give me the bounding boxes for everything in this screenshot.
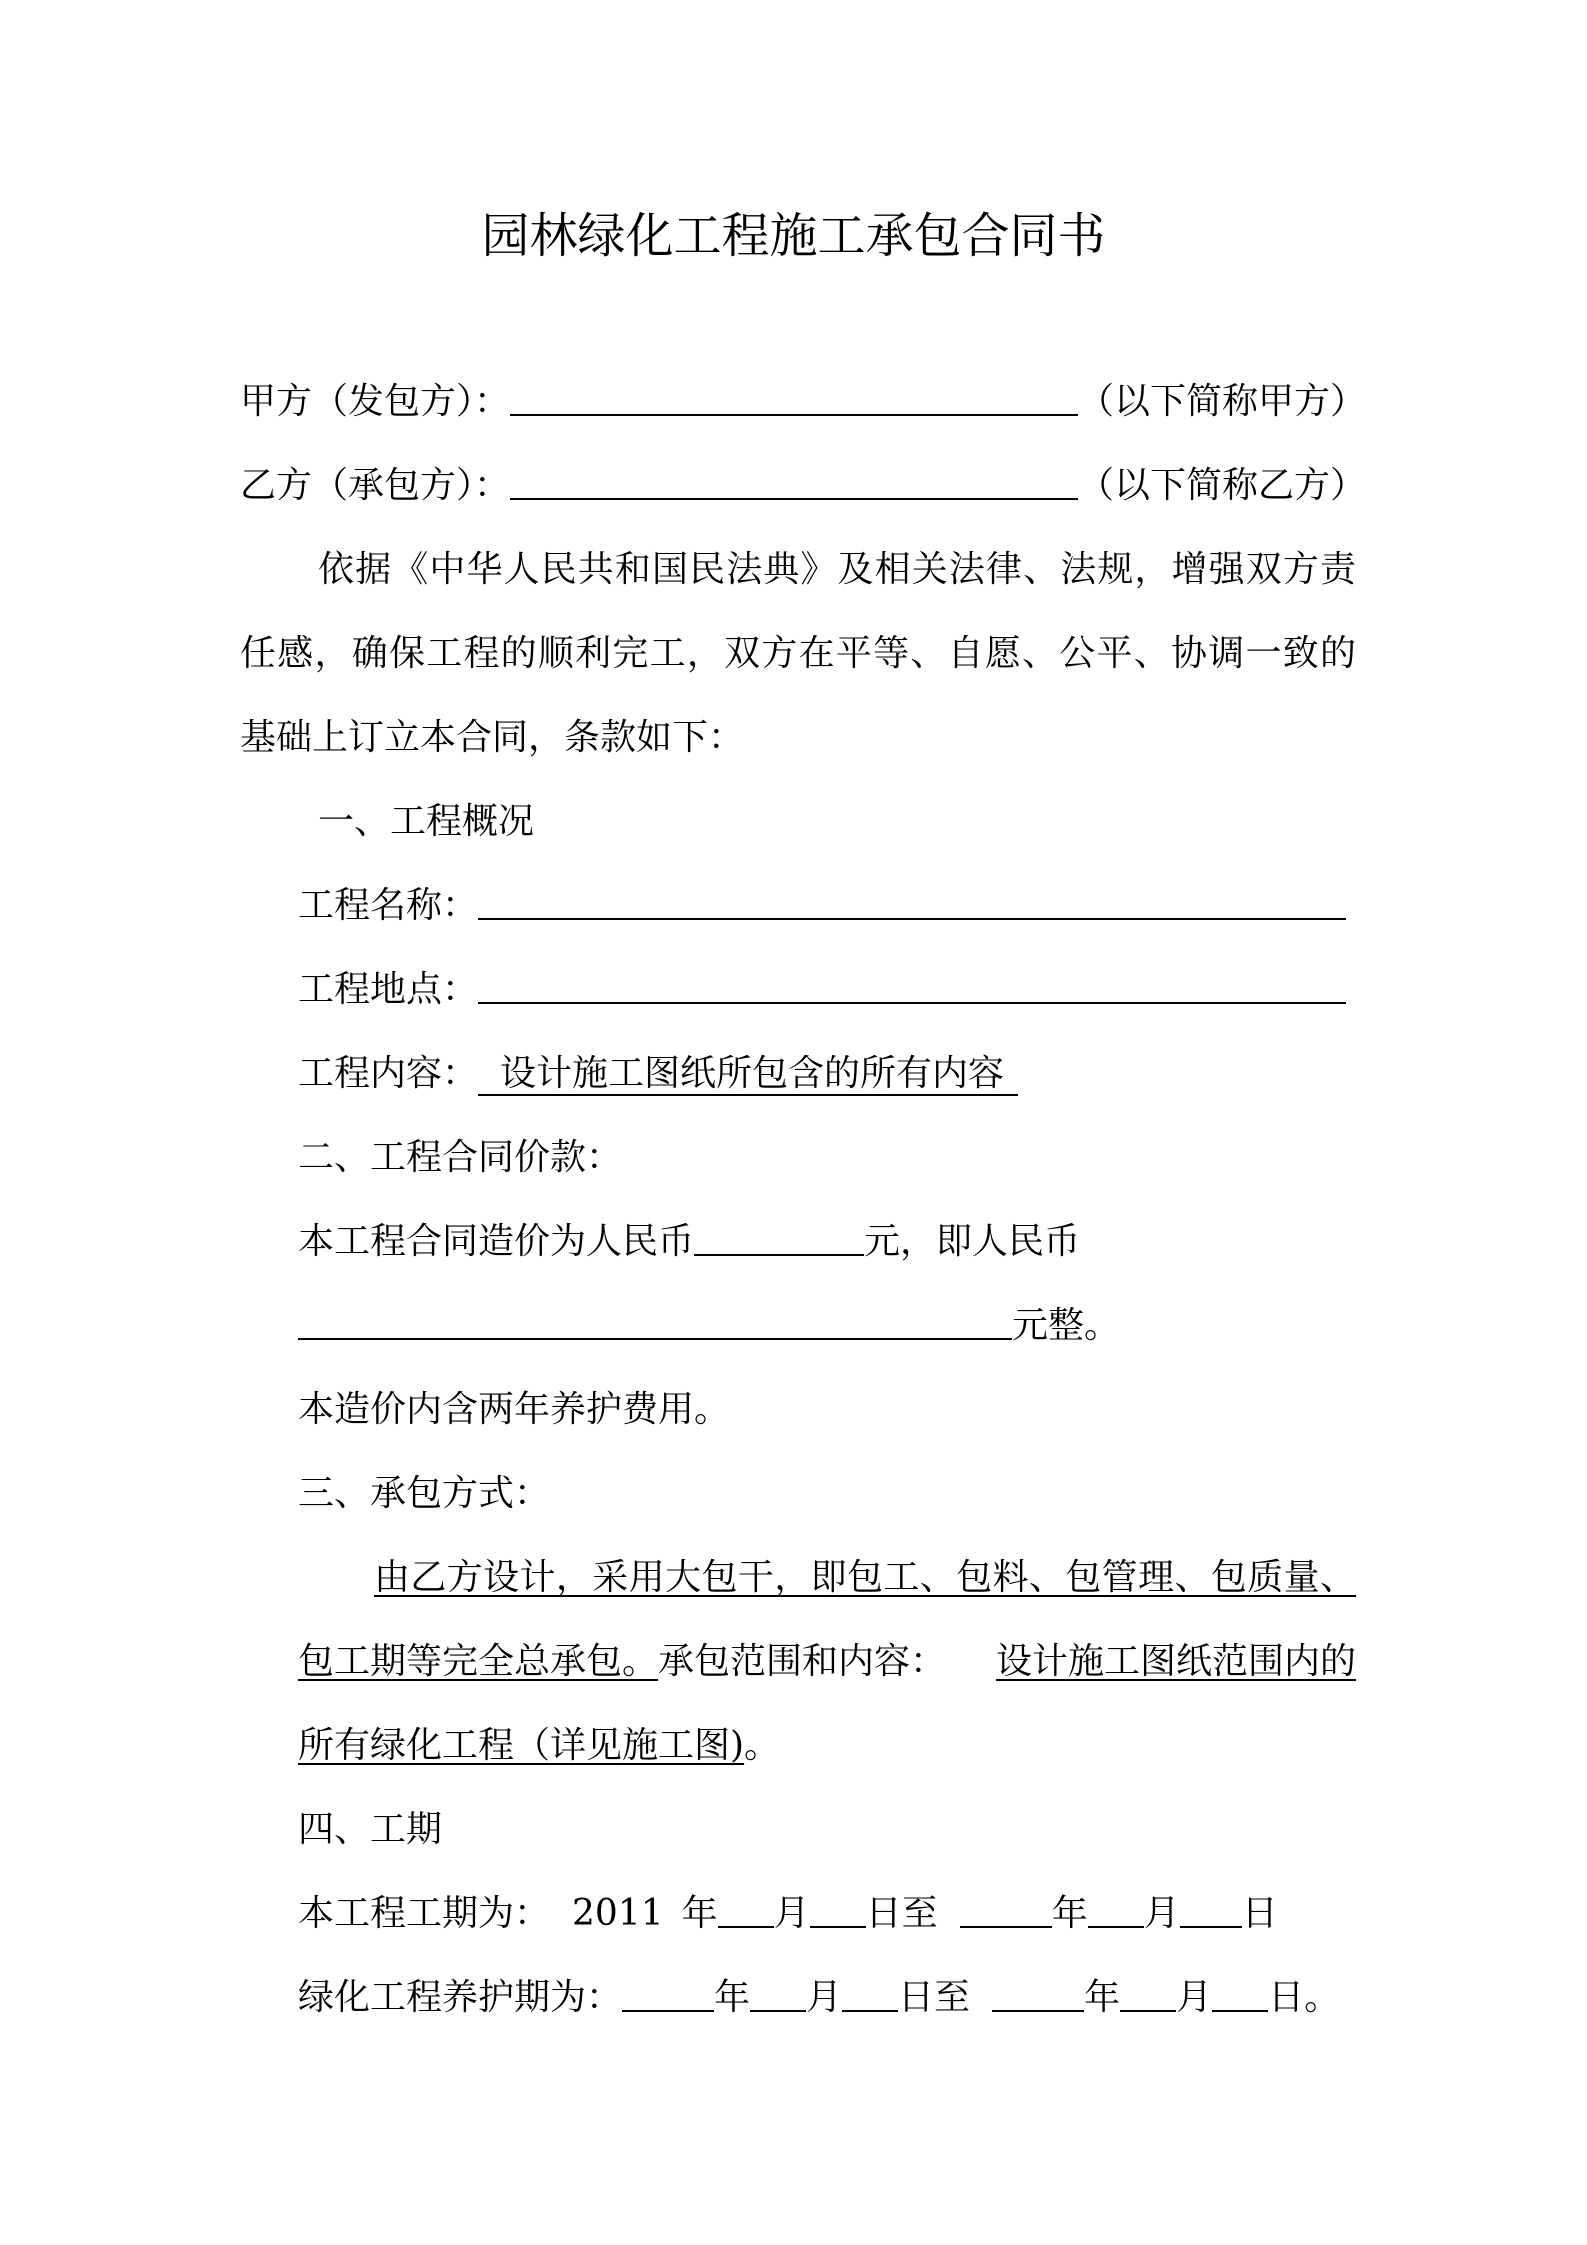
- maint-start-month-blank[interactable]: [750, 1976, 806, 2012]
- maint-end-month-blank[interactable]: [1120, 1976, 1176, 2012]
- price-line: [298, 1220, 1080, 1264]
- year-unit: 年: [1084, 1977, 1121, 2018]
- end-year-blank[interactable]: [960, 1892, 1052, 1928]
- party-b-suffix: （以下简称乙方）: [1078, 465, 1367, 506]
- month-unit: 月: [773, 1893, 810, 1934]
- contract-scope-end: 。: [744, 1725, 781, 1766]
- end-day-blank[interactable]: [1180, 1892, 1242, 1928]
- month-unit: 月: [1143, 1893, 1180, 1934]
- price-middle: 元，即人民币: [864, 1221, 1081, 1262]
- intro-line-3: 基础上订立本合同，条款如下：: [240, 717, 745, 758]
- project-content-label: 工程内容：: [298, 1053, 479, 1094]
- construction-start-year: 2011: [572, 1893, 664, 1934]
- start-day-blank[interactable]: [810, 1892, 866, 1928]
- contract-method-line-1: 由乙方设计，采用大包干，即包工、包料、包管理、包质量、: [374, 1557, 1356, 1598]
- contract-method-line-2: [298, 1640, 1356, 1684]
- party-a-line: [240, 380, 1366, 424]
- contract-method-underlined-1: 包工期等完全总承包。: [298, 1641, 659, 1682]
- section4-heading: 四、工期: [298, 1809, 443, 1850]
- year-unit: 年: [1051, 1893, 1088, 1934]
- contract-scope-value-1: 设计施工图纸范围内的: [995, 1641, 1356, 1682]
- page-title: 园林绿化工程施工承包合同书: [481, 208, 1106, 264]
- maintenance-note: 本造价内含两年养护费用。: [298, 1389, 731, 1430]
- day-unit: 日: [1241, 1893, 1278, 1934]
- price-prefix: 本工程合同造价为人民币: [298, 1221, 695, 1262]
- price-suffix: 元整。: [1012, 1305, 1121, 1346]
- party-a-suffix: （以下简称甲方）: [1078, 381, 1367, 422]
- project-name-label: 工程名称：: [298, 885, 479, 926]
- contract-scope-label: 承包范围和内容：: [658, 1641, 947, 1682]
- price-words-blank[interactable]: [298, 1304, 1012, 1340]
- maint-start-year-blank[interactable]: [622, 1976, 714, 2012]
- year-unit: 年: [681, 1893, 718, 1934]
- section1-heading: 一、工程概况: [318, 801, 535, 842]
- project-location-blank[interactable]: [478, 968, 1346, 1004]
- party-b-line: [240, 464, 1366, 508]
- maint-end-day-blank[interactable]: [1212, 1976, 1268, 2012]
- start-month-blank[interactable]: [718, 1892, 774, 1928]
- party-b-blank[interactable]: [510, 464, 1078, 500]
- project-content-value: 设计施工图纸所包含的所有内容: [478, 1052, 1018, 1096]
- intro-line-1: 依据《中华人民共和国民法典》及相关法律、法规，增强双方责: [318, 549, 1356, 590]
- contract-scope-value-2: 所有绿化工程（详见施工图): [298, 1725, 745, 1766]
- section2-heading: 二、工程合同价款：: [298, 1137, 623, 1178]
- contract-method-line-3: [298, 1724, 780, 1768]
- month-unit: 月: [1176, 1977, 1213, 2018]
- project-name-line: [298, 884, 1346, 928]
- until-unit: 日至: [865, 1893, 938, 1934]
- party-a-label: 甲方（发包方）：: [240, 381, 511, 422]
- end-month-blank[interactable]: [1088, 1892, 1144, 1928]
- construction-period-line: [298, 1892, 1278, 1936]
- price-number-blank[interactable]: [694, 1220, 864, 1256]
- price-words-line: [298, 1304, 1120, 1348]
- construction-period-label: 本工程工期为：: [298, 1893, 551, 1934]
- maintenance-period-line: [298, 1976, 1340, 2020]
- party-b-label: 乙方（承包方）：: [240, 465, 511, 506]
- month-unit: 月: [806, 1977, 843, 2018]
- maint-end-year-blank[interactable]: [992, 1976, 1084, 2012]
- project-name-blank[interactable]: [478, 884, 1346, 920]
- party-a-blank[interactable]: [510, 380, 1078, 416]
- maint-start-day-blank[interactable]: [842, 1976, 898, 2012]
- project-location-line: [298, 968, 1346, 1012]
- until-unit: 日至: [898, 1977, 971, 2018]
- maintenance-period-label: 绿化工程养护期为：: [298, 1977, 623, 2018]
- project-location-label: 工程地点：: [298, 969, 479, 1010]
- day-end-unit: 日。: [1268, 1977, 1341, 2018]
- project-content-line: [298, 1052, 1018, 1096]
- year-unit: 年: [714, 1977, 751, 2018]
- intro-line-2: 任感，确保工程的顺利完工，双方在平等、自愿、公平、协调一致的: [240, 633, 1356, 674]
- section3-heading: 三、承包方式：: [298, 1473, 551, 1514]
